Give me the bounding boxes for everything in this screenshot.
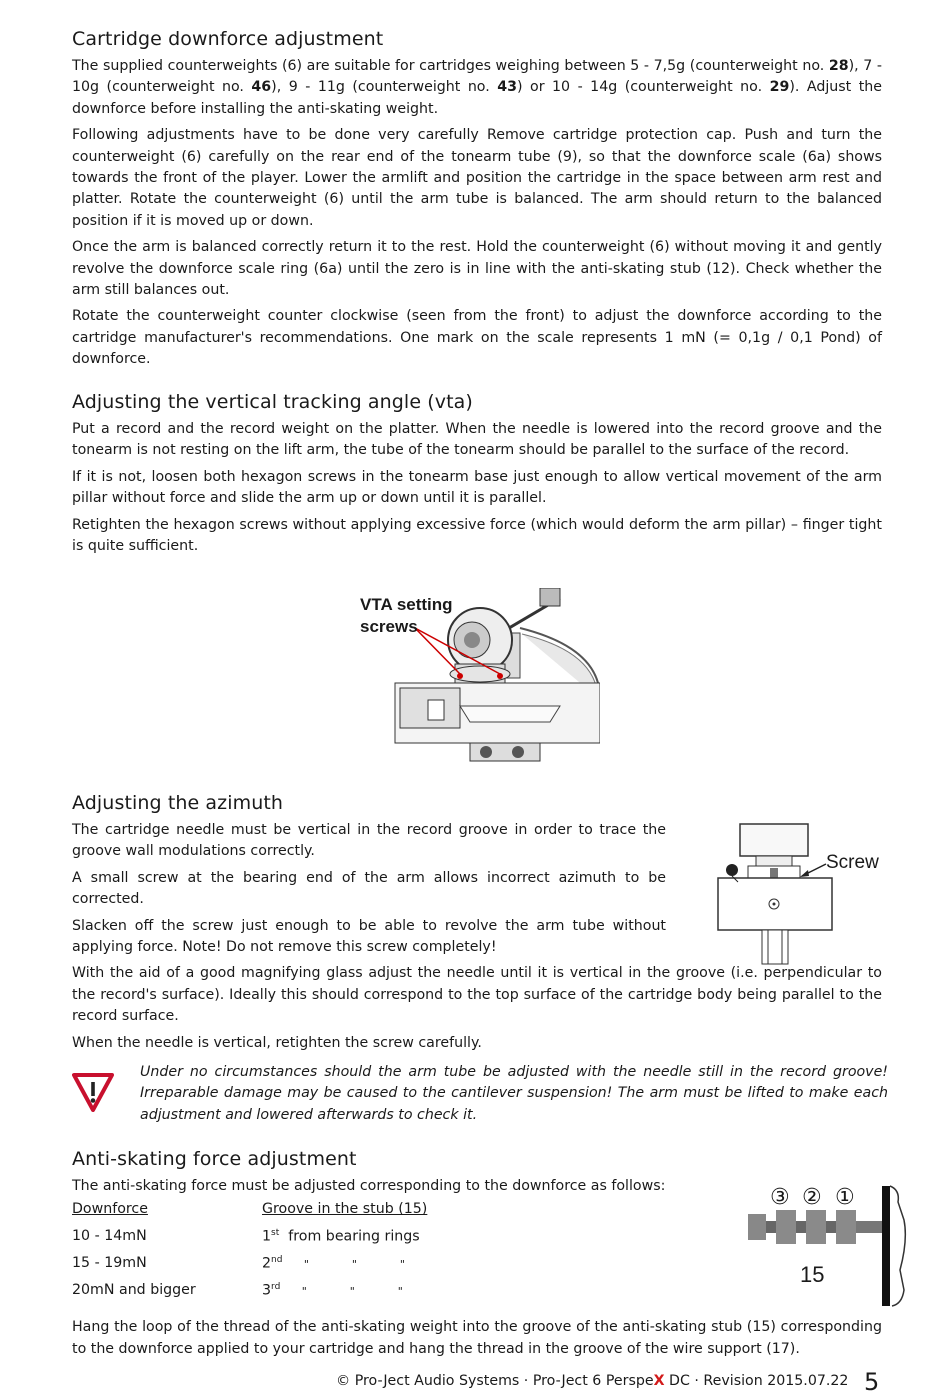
groove-number-3: ③	[770, 1185, 790, 1210]
azimuth-screw-illustration	[712, 820, 892, 965]
paragraph: Slacken off the screw just enough to be able to revolve the arm tube without applying force. Note! Do not remove this screw completely!	[72, 917, 666, 956]
paragraph: If it is not, loosen both hexagon screws in the tonearm base just enough to allow vertical movement of the arm pillar without force and slide the arm up or down until it is parallel.	[72, 468, 882, 507]
paragraph: Once the arm is balanced correctly return it to the rest. Hold the counterweight (6) without moving it and gently revolve the downforce scale ring (6a) until the zero is in line with the anti-skating stub (12). Check whether the arm still balances out.	[72, 239, 882, 299]
table-header-row	[72, 1201, 427, 1228]
table-cell: 3rd " " "	[262, 1282, 403, 1300]
section-downforce	[72, 28, 882, 376]
section-title: Cartridge downforce adjustment	[72, 28, 384, 50]
vta-label-line1: VTA setting	[360, 595, 453, 614]
anti-skating-table	[72, 1201, 427, 1309]
paragraph: The cartridge needle must be vertical in the record groove in order to trace the groove wall modulations correctly.	[72, 822, 666, 860]
paragraph: When the needle is vertical, retighten the screw carefully.	[72, 1034, 482, 1051]
footer-revision: DC · Revision 2015.07.22	[664, 1373, 849, 1389]
page-footer	[336, 1373, 848, 1389]
paragraph: Hang the loop of the thread of the anti-skating weight into the groove of the anti-skating stub (15) corresponding to the downforce applied to your cartridge and hang the thread in the groove of the wire support (17).	[72, 1319, 882, 1357]
warning-triangle-icon	[72, 1072, 114, 1112]
table-cell: 2nd " " "	[262, 1255, 405, 1273]
section-title: Anti-skating force adjustment	[72, 1148, 357, 1170]
paragraph: Following adjustments have to be done very carefully Remove cartridge protection cap. Push and turn the counterweight (6) carefully on the rear end of the tonearm tube (9), so that the downforce scale (6a) shows towards the front of the player. Lower the armlift and position the cartridge in the space between arm rest and platter. Rotate the counterweight (6) until the arm tube is balanced. The arm should return to the balanced position if it is moved up or down.	[72, 127, 882, 229]
footer-brand-x: X	[653, 1373, 665, 1389]
stub-number: 15	[800, 1262, 825, 1287]
paragraph: A small screw at the bearing end of the arm allows incorrect azimuth to be corrected.	[72, 869, 666, 908]
table-cell: 20mN and bigger	[72, 1282, 196, 1299]
paragraph: With the aid of a good magnifying glass adjust the needle until it is vertical in the groove (i.e. perpendicular to the record's surface). Ideally this should correspond to the top surface of the cartridge body being parallel to the record surface.	[72, 965, 882, 1025]
paragraph: The supplied counterweights (6) are suitable for cartridges weighing between 5 - 7,5g (counterweight no. 28), 7 - 10g (counterweight no. 46), 9 - 11g (counterweight no. 43) or 10 - 14g (counterweight no. 29). Adjust the downforce before installing the anti-skating weight.	[72, 58, 882, 117]
column-header-downforce: Downforce	[72, 1201, 148, 1218]
table-row	[72, 1255, 427, 1282]
vta-screws-illustration	[360, 588, 600, 768]
anti-skating-stub-illustration	[744, 1180, 914, 1310]
table-cell: 10 - 14mN	[72, 1228, 147, 1245]
table-row	[72, 1228, 427, 1255]
vta-label-line2: screws	[360, 617, 418, 636]
section-title: Adjusting the vertical tracking angle (vta)	[72, 391, 473, 413]
table-cell: 1st from bearing rings	[262, 1228, 420, 1246]
column-header-groove: Groove in the stub (15)	[262, 1201, 428, 1218]
footer-text: © Pro-Ject Audio Systems · Pro-Ject 6 Perspe	[336, 1373, 654, 1389]
paragraph: The anti-skating force must be adjusted corresponding to the downforce as follows:	[72, 1178, 666, 1194]
paragraph: Put a record and the record weight on the platter. When the needle is lowered into the record groove and the tonearm is not resting on the lift arm, the tube of the tonearm should be parallel to the surface of the record.	[72, 421, 882, 459]
warning-text: Under no circumstances should the arm tube be adjusted with the needle still in the record groove! Irreparable damage may be caused to the cantilever suspension! The arm must be lifted to make each adjustment and lowered afterwards to check it.	[140, 1064, 888, 1123]
section-title: Adjusting the azimuth	[72, 792, 284, 814]
paragraph: Retighten the hexagon screws without applying excessive force (which would deform the arm pillar) – finger tight is quite sufficient.	[72, 516, 882, 555]
screw-label: Screw	[826, 852, 879, 873]
table-cell: 15 - 19mN	[72, 1255, 147, 1272]
groove-number-1: ①	[835, 1185, 855, 1210]
paragraph: Rotate the counterweight counter clockwise (seen from the front) to adjust the downforce according to the cartridge manufacturer's recommendations. One mark on the scale represents 1 mN (= 0,1g / 0,1 Pond) of downforce.	[72, 308, 882, 368]
section-vta	[72, 391, 882, 562]
table-row	[72, 1282, 427, 1309]
groove-number-2: ②	[802, 1185, 822, 1210]
page-number: 5	[864, 1368, 880, 1396]
